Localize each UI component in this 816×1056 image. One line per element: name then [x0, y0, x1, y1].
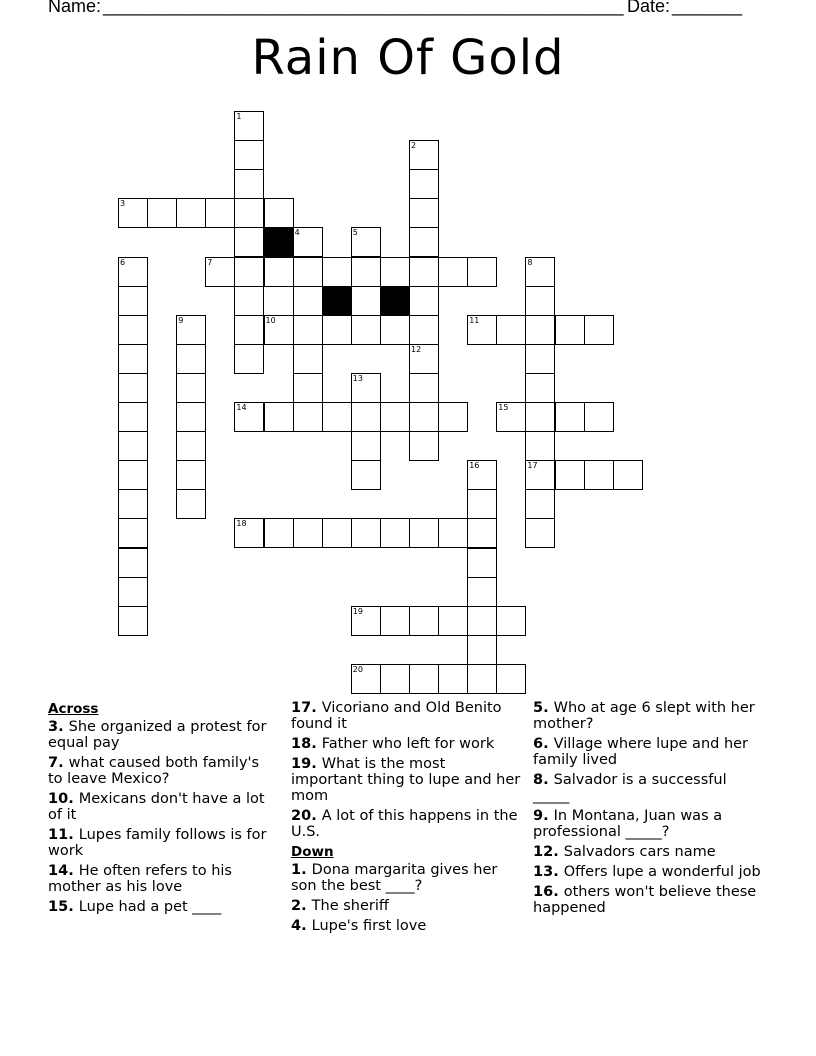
grid-cell[interactable]: [438, 518, 468, 548]
clue-item: 19. What is the most important thing to lupe and her mom: [291, 756, 521, 804]
grid-cell[interactable]: [409, 344, 439, 374]
grid-cell[interactable]: [118, 315, 148, 345]
grid-cell[interactable]: [467, 577, 497, 607]
grid-cell[interactable]: [322, 402, 352, 432]
grid-cell[interactable]: [118, 518, 148, 548]
clues-column-1: [48, 700, 278, 919]
grid-cell[interactable]: [234, 315, 264, 345]
grid-cell[interactable]: [205, 198, 235, 228]
clue-text: Vicoriano and Old Benito found it: [291, 700, 502, 732]
clue-number: 17: [291, 700, 312, 716]
clue-item: 8. Salvador is a successful _____: [533, 772, 727, 804]
grid-cell[interactable]: [613, 460, 643, 490]
grid-cell[interactable]: [234, 344, 264, 374]
grid-cell[interactable]: [351, 402, 381, 432]
clue-text: He often refers to his mother as his love: [48, 863, 232, 895]
clue-text: Dona margarita gives her son the best ____?: [291, 862, 498, 894]
clue-number: 3: [120, 199, 126, 209]
grid-cell[interactable]: [176, 460, 206, 490]
clue-text: what caused both family's to leave Mexico?: [48, 755, 260, 787]
grid-cell[interactable]: [584, 315, 614, 345]
grid-cell[interactable]: [409, 664, 439, 694]
grid-cell[interactable]: [409, 518, 439, 548]
grid-cell[interactable]: [118, 198, 148, 228]
grid-cell[interactable]: [409, 315, 439, 345]
clue-item: 14. He often refers to his mother as his love: [48, 863, 232, 895]
clue-text: Lupes family follows is for work: [48, 827, 267, 859]
blocked-square: [322, 286, 352, 316]
grid-cell[interactable]: [525, 373, 555, 403]
grid-cell[interactable]: [496, 402, 526, 432]
grid-cell[interactable]: [467, 489, 497, 519]
grid-cell[interactable]: [118, 489, 148, 519]
clue-number: 1: [291, 862, 302, 878]
clue-text: A lot of this happens in the U.S.: [291, 808, 518, 840]
clue-number: 16: [533, 884, 554, 900]
grid-cell[interactable]: [293, 402, 323, 432]
clue-text: Village where lupe and her family lived: [533, 736, 749, 768]
grid-cell[interactable]: [234, 140, 264, 170]
grid-cell[interactable]: [234, 257, 264, 287]
grid-cell[interactable]: [351, 373, 381, 403]
grid-cell[interactable]: [467, 460, 497, 490]
grid-cell[interactable]: [409, 402, 439, 432]
clue-number: 8: [533, 772, 544, 788]
grid-cell[interactable]: [176, 431, 206, 461]
grid-cell[interactable]: [234, 227, 264, 257]
clue-item: 17. Vicoriano and Old Benito found it: [291, 700, 502, 732]
clue-text: She organized a protest for equal pay: [48, 719, 267, 751]
grid-cell[interactable]: [118, 373, 148, 403]
grid-cell[interactable]: [380, 315, 410, 345]
clue-number: 7: [207, 257, 213, 267]
grid-cell[interactable]: [584, 402, 614, 432]
grid-cell[interactable]: [555, 402, 585, 432]
clue-number: 11: [469, 315, 480, 325]
grid-cell[interactable]: [525, 489, 555, 519]
grid-cell[interactable]: [380, 606, 410, 636]
clue-number: 10: [265, 315, 276, 325]
grid-cell[interactable]: [264, 257, 294, 287]
clue-number: 6: [120, 257, 126, 267]
clue-number: 16: [469, 461, 480, 471]
clue-number: 4: [291, 918, 302, 934]
grid-cell[interactable]: [496, 664, 526, 694]
grid-cell[interactable]: [118, 402, 148, 432]
clue-number: 7: [48, 755, 59, 771]
grid-cell[interactable]: [555, 460, 585, 490]
grid-cell[interactable]: [467, 548, 497, 578]
grid-cell[interactable]: [409, 169, 439, 199]
clue-text: Salvador is a successful _____: [533, 772, 727, 804]
grid-cell[interactable]: [409, 606, 439, 636]
grid-cell[interactable]: [322, 257, 352, 287]
blocked-square: [264, 227, 294, 257]
across-heading: Across: [48, 701, 99, 717]
puzzle-title: Rain Of Gold: [251, 30, 565, 86]
grid-cell[interactable]: [264, 315, 294, 345]
clue-number: 17: [527, 461, 538, 471]
clue-text: Father who left for work: [321, 736, 495, 752]
grid-cell[interactable]: [496, 315, 526, 345]
clue-number: 13: [352, 373, 363, 383]
grid-cell[interactable]: [264, 198, 294, 228]
clue-number: 20: [352, 664, 363, 674]
name-field[interactable]: ____________________________________________________: [103, 0, 624, 16]
clue-number: 9: [533, 808, 544, 824]
clue-text: What is the most important thing to lupe and her mom: [291, 756, 521, 804]
grid-cell[interactable]: [496, 606, 526, 636]
grid-cell[interactable]: [409, 431, 439, 461]
clue-item: 11. Lupes family follows is for work: [48, 827, 267, 859]
grid-cell[interactable]: [409, 257, 439, 287]
clue-item: 3. She organized a protest for equal pay: [48, 719, 267, 751]
grid-cell[interactable]: [438, 257, 468, 287]
clue-item: 16. others won't believe these happened: [533, 884, 757, 916]
clue-number: 1: [236, 112, 242, 121]
grid-cell[interactable]: [525, 286, 555, 316]
clue-item: 18. Father who left for work: [291, 736, 495, 752]
grid-cell[interactable]: [584, 460, 614, 490]
clue-number: 12: [533, 844, 554, 860]
clue-text: Lupe had a pet ____: [78, 899, 222, 915]
grid-cell[interactable]: [351, 460, 381, 490]
grid-cell[interactable]: [176, 315, 206, 345]
grid-cell[interactable]: [293, 315, 323, 345]
clue-item: 7. what caused both family's to leave Mexico?: [48, 755, 260, 787]
grid-cell[interactable]: [118, 577, 148, 607]
date-field[interactable]: _______: [672, 0, 743, 16]
grid-cell[interactable]: [467, 518, 497, 548]
clue-number: 5: [533, 700, 544, 716]
grid-cell[interactable]: [467, 315, 497, 345]
blocked-square: [380, 286, 410, 316]
clue-item: 2. The sheriff: [291, 898, 389, 914]
grid-cell[interactable]: [293, 373, 323, 403]
clue-number: 11: [48, 827, 69, 843]
clue-item: 1. Dona margarita gives her son the best ____?: [291, 862, 498, 894]
grid-cell[interactable]: [234, 111, 264, 141]
clues-column-3: [533, 700, 763, 920]
clue-number: 5: [352, 228, 358, 238]
grid-cell[interactable]: [409, 373, 439, 403]
clue-number: 12: [411, 344, 422, 354]
grid-cell[interactable]: [438, 402, 468, 432]
grid-cell[interactable]: [525, 257, 555, 287]
grid-cell[interactable]: [264, 402, 294, 432]
grid-cell[interactable]: [176, 373, 206, 403]
grid-cell[interactable]: [380, 664, 410, 694]
clue-item: 6. Village where lupe and her family lived: [533, 736, 749, 768]
clue-number: 14: [48, 863, 69, 879]
grid-cell[interactable]: [409, 227, 439, 257]
grid-cell[interactable]: [293, 344, 323, 374]
grid-cell[interactable]: [467, 257, 497, 287]
clue-number: 18: [236, 519, 247, 529]
clue-number: 3: [48, 719, 59, 735]
grid-cell[interactable]: [409, 286, 439, 316]
grid-cell[interactable]: [438, 606, 468, 636]
grid-cell[interactable]: [293, 518, 323, 548]
grid-cell[interactable]: [118, 286, 148, 316]
clue-item: 13. Offers lupe a wonderful job: [533, 864, 761, 880]
clue-number: 15: [498, 403, 509, 412]
clue-text: In Montana, Juan was a professional _____?: [533, 808, 723, 840]
grid-cell[interactable]: [176, 402, 206, 432]
grid-cell[interactable]: [380, 518, 410, 548]
grid-cell[interactable]: [118, 344, 148, 374]
clue-number: 2: [411, 141, 417, 151]
clue-number: 19: [352, 606, 363, 616]
grid-cell[interactable]: [293, 257, 323, 287]
clue-number: 8: [527, 257, 533, 267]
clue-number: 13: [533, 864, 554, 880]
grid-cell[interactable]: [525, 460, 555, 490]
clues-column-2: [291, 700, 521, 938]
grid-cell[interactable]: [322, 315, 352, 345]
grid-cell[interactable]: [525, 315, 555, 345]
grid-cell[interactable]: [525, 344, 555, 374]
grid-cell[interactable]: [176, 489, 206, 519]
clue-item: 4. Lupe's first love: [291, 918, 427, 934]
clue-number: 4: [294, 228, 300, 238]
clue-item: 12. Salvadors cars name: [533, 844, 716, 860]
grid-cell[interactable]: [525, 518, 555, 548]
clue-number: 15: [48, 899, 69, 915]
grid-cell[interactable]: [118, 460, 148, 490]
grid-cell[interactable]: [264, 518, 294, 548]
clue-number: 20: [291, 808, 312, 824]
name-label: Name:: [48, 0, 102, 16]
clue-text: Mexicans don't have a lot of it: [48, 791, 265, 823]
clue-item: 20. A lot of this happens in the U.S.: [291, 808, 518, 840]
clue-text: Offers lupe a wonderful job: [563, 864, 761, 880]
grid-cell[interactable]: [467, 606, 497, 636]
grid-cell[interactable]: [467, 635, 497, 665]
clue-number: 10: [48, 791, 69, 807]
grid-cell[interactable]: [351, 518, 381, 548]
grid-cell[interactable]: [380, 402, 410, 432]
grid-cell[interactable]: [351, 664, 381, 694]
grid-cell[interactable]: [351, 227, 381, 257]
grid-cell[interactable]: [147, 198, 177, 228]
clue-text: Lupe's first love: [311, 918, 427, 934]
clue-number: 14: [236, 403, 247, 412]
grid-cell[interactable]: [293, 286, 323, 316]
grid-cell[interactable]: [525, 431, 555, 461]
grid-cell[interactable]: [380, 257, 410, 287]
clue-number: 6: [533, 736, 544, 752]
grid-cell[interactable]: [118, 548, 148, 578]
grid-cell[interactable]: [351, 315, 381, 345]
date-label: Date:: [627, 0, 671, 16]
grid-cell[interactable]: [234, 169, 264, 199]
clue-item: 10. Mexicans don't have a lot of it: [48, 791, 265, 823]
grid-cell[interactable]: [118, 257, 148, 287]
grid-cell[interactable]: [293, 227, 323, 257]
clue-item: 9. In Montana, Juan was a professional _____?: [533, 808, 723, 840]
grid-cell[interactable]: [205, 257, 235, 287]
grid-cell[interactable]: [438, 664, 468, 694]
grid-cell[interactable]: [118, 431, 148, 461]
grid-cell[interactable]: [555, 315, 585, 345]
grid-cell[interactable]: [234, 286, 264, 316]
grid-cell[interactable]: [351, 257, 381, 287]
grid-cell[interactable]: [351, 606, 381, 636]
clue-text: others won't believe these happened: [533, 884, 757, 916]
grid-cell[interactable]: [118, 606, 148, 636]
clue-item: 15. Lupe had a pet ____: [48, 899, 222, 915]
clue-number: 18: [291, 736, 312, 752]
clue-text: Salvadors cars name: [563, 844, 716, 860]
grid-cell[interactable]: [351, 431, 381, 461]
grid-cell[interactable]: [176, 344, 206, 374]
clue-number: 19: [291, 756, 312, 772]
clue-item: 5. Who at age 6 slept with her mother?: [533, 700, 755, 732]
grid-cell[interactable]: [234, 402, 264, 432]
down-heading: Down: [291, 844, 334, 860]
grid-cell[interactable]: [467, 664, 497, 694]
grid-cell[interactable]: [409, 140, 439, 170]
grid-cell[interactable]: [322, 518, 352, 548]
clue-text: Who at age 6 slept with her mother?: [533, 700, 755, 732]
grid-cell[interactable]: [525, 402, 555, 432]
grid-cell[interactable]: [351, 286, 381, 316]
clue-text: The sheriff: [311, 898, 389, 914]
grid-cell[interactable]: [234, 198, 264, 228]
clue-number: 9: [178, 315, 184, 325]
clue-number: 2: [291, 898, 302, 914]
grid-cell[interactable]: [176, 198, 206, 228]
grid-cell[interactable]: [234, 518, 264, 548]
grid-cell[interactable]: [409, 198, 439, 228]
